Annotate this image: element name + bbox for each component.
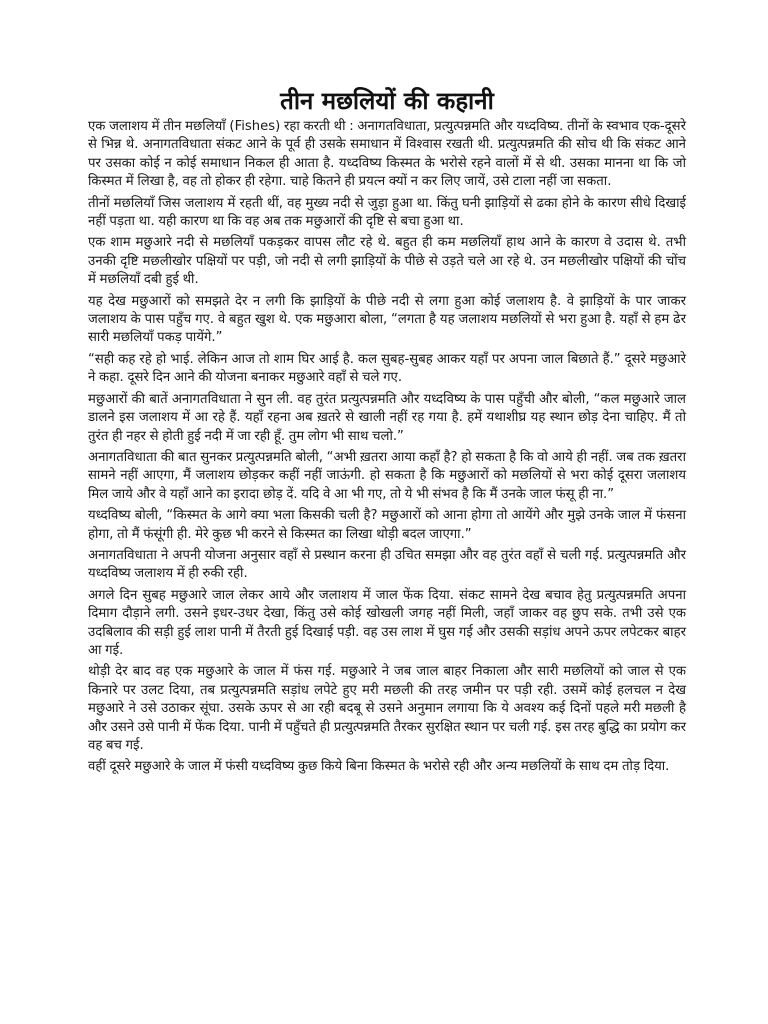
story-title: तीन मछलियों की कहानी — [280, 87, 494, 115]
story-page — [88, 86, 686, 780]
story-paragraph-12: वहीं दूसरे मछुआरे के जाल में फंसी यध्दविष्य कुछ किये बिना किस्मत के भरोसे रही और अन्य मछलियों के साथ दम तोड़ दिया. — [88, 759, 670, 775]
story-paragraph-4: यह देख मछुआरों को समझते देर न लगी कि झाड़ियों के पीछे नदी से लगा हुआ कोई जलाशय है. वे झाड़ियों के पार जाकर जलाशय के पास पहुँच गए. वे बहुत खुश थे. एक मछुआरा बोला, “लगता है यह जलाशय मछलियों से भरा हुआ है. यहाँ से हम ढेर सारी मछलियाँ पकड़ पायेंगे.” — [88, 293, 686, 346]
story-paragraph-10: अगले दिन सुबह मछुआरे जाल लेकर आये और जलाशय में जाल फेंक दिया. संकट सामने देख बचाव हेतु प्रत्युत्पन्नमति अपना दिमाग दौड़ाने लगी. उसने इधर-उधर देखा, किंतु उसे कोई खोखली जगह नहीं मिली, जहाँ जाकर वह छुप सके. तभी उसे एक उदबिलाव की सड़ी हुई लाश पानी में तैरती हुई दिखाई पड़ी. वह उस लाश में घुस गई और उसकी सड़ांध अपने ऊपर लपेटकर बाहर आ गई. — [88, 587, 686, 658]
story-paragraph-11: थोड़ी देर बाद वह एक मछुआरे के जाल में फंस गई. मछुआरे ने जब जाल बाहर निकाला और सारी मछलियों को जाल से एक किनारे पर उलट दिया, तब प्रत्युत्पन्नमति सड़ांध लपेटे हुए मरी मछली की तरह जमीन पर पड़ी रही. उसमें कोई हलचल न देख मछुआरे ने उसे उठाकर सूंघा. उसके ऊपर से आ रही बदबू से उसने अनुमान लगाया कि ये अवश्य कई दिनों पहले मरी मछली है और उसने उसे पानी में फेंक दिया. पानी में पहुँचते ही प्रत्युत्पन्नमति तैरकर सुरक्षित स्थान पर चली गई. इस तरह बुद्धि का प्रयोग कर वह बच गई. — [88, 664, 686, 753]
story-paragraph-1: एक जलाशय में तीन मछलियाँ (Fishes) रहा करती थी : अनागतविधाता, प्रत्युत्पन्नमति और यध्दविष्य. तीनों के स्वभाव एक-दूसरे से भिन्न थे. अनागतविधाता संकट आने के पूर्व ही उसके समाधान में विश्वास रखती थी. प्रत्युत्पन्नमति की सोच थी कि संकट आने पर उसका कोई न कोई समाधान निकल ही आता है. यध्दविष्य किस्मत के भरोसे रहने वालों में से थी. उसका मानना था कि जो किस्मत में लिखा है, वह तो होकर ही रहेगा. चाहे कितने ही प्रयत्न क्यों न कर लिए जायें, उसे टाला नहीं जा सकता. — [88, 119, 686, 190]
story-paragraph-5: “सही कह रहे हो भाई. लेकिन आज तो शाम घिर आई है. कल सुबह-सुबह आकर यहाँ पर अपना जाल बिछाते हैं.” दूसरे मछुआरे ने कहा. दूसरे दिन आने की योजना बनाकर मछुआरे वहाँ से चले गए. — [88, 351, 686, 386]
story-paragraph-3: एक शाम मछुआरे नदी से मछलियाँ पकड़कर वापस लौट रहे थे. बहुत ही कम मछलियाँ हाथ आने के कारण वे उदास थे. तभी उनकी दृष्टि मछलीखोर पक्षियों पर पड़ी, जो नदी से लगी झाड़ियों के पीछे से उड़ते चले आ रहे थे. उन मछलीखोर पक्षियों की चोंच में मछलियाँ दबी हुई थी. — [88, 235, 686, 288]
story-paragraph-8: यध्दविष्य बोली, “किस्मत के आगे क्या भला किसकी चली है? मछुआरों को आना होगा तो आयेंगे और मुझे उनके जाल में फंसना होगा, तो मैं फंसूंगी ही. मेरे कुछ भी करने से किस्मत का लिखा थोड़ी बदल जाएगा.” — [88, 508, 686, 542]
story-paragraph-9: अनागतविधाता ने अपनी योजना अनुसार वहाँ से प्रस्थान करना ही उचित समझा और वह तुरंत वहाँ से चली गई. प्रत्युत्पन्नमति और यध्दविष्य जलाशय में ही रुकी रही. — [88, 547, 686, 582]
story-paragraph-7: अनागतविधाता की बात सुनकर प्रत्युत्पन्नमति बोली, “अभी ख़तरा आया कहाँ है? हो सकता है कि वो आये ही नहीं. जब तक ख़तरा सामने नहीं आएगा, मैं जलाशय छोड़कर कहीं नहीं जाऊंगी. हो सकता है कि मछुआरों को मछलियों से भरा कोई दूसरा जलाशय मिल जाये और वे यहाँ आने का इरादा छोड़ दें. यदि वे आ भी गए, तो ये भी संभव है कि मैं उनके जाल फंसू ही ना.” — [88, 449, 686, 502]
story-paragraph-2: तीनों मछलियाँ जिस जलाशय में रहती थीं, वह मुख्य नदी से जुड़ा हुआ था. किंतु घनी झाड़ियों से ढका होने के कारण सीधे दिखाई नहीं पड़ता था. यही कारण था कि वह अब तक मछुआरों की दृष्टि से बचा हुआ था. — [88, 195, 686, 230]
story-paragraph-6: मछुआरों की बातें अनागतविधाता ने सुन ली. वह तुरंत प्रत्युत्पन्नमति और यध्दविष्य के पास पहुँची और बोली, “कल मछुआरे जाल डालने इस जलाशय में आ रहे हैं. यहाँ रहना अब ख़तरे से खाली नहीं रह गया है. हमें यथाशीघ्र यह स्थान छोड़ देना चाहिए. मैं तो तुरंत ही नहर से होती हुई नदी में जा रही हूँ. तुम लोग भी साथ चलो.” — [88, 391, 686, 444]
